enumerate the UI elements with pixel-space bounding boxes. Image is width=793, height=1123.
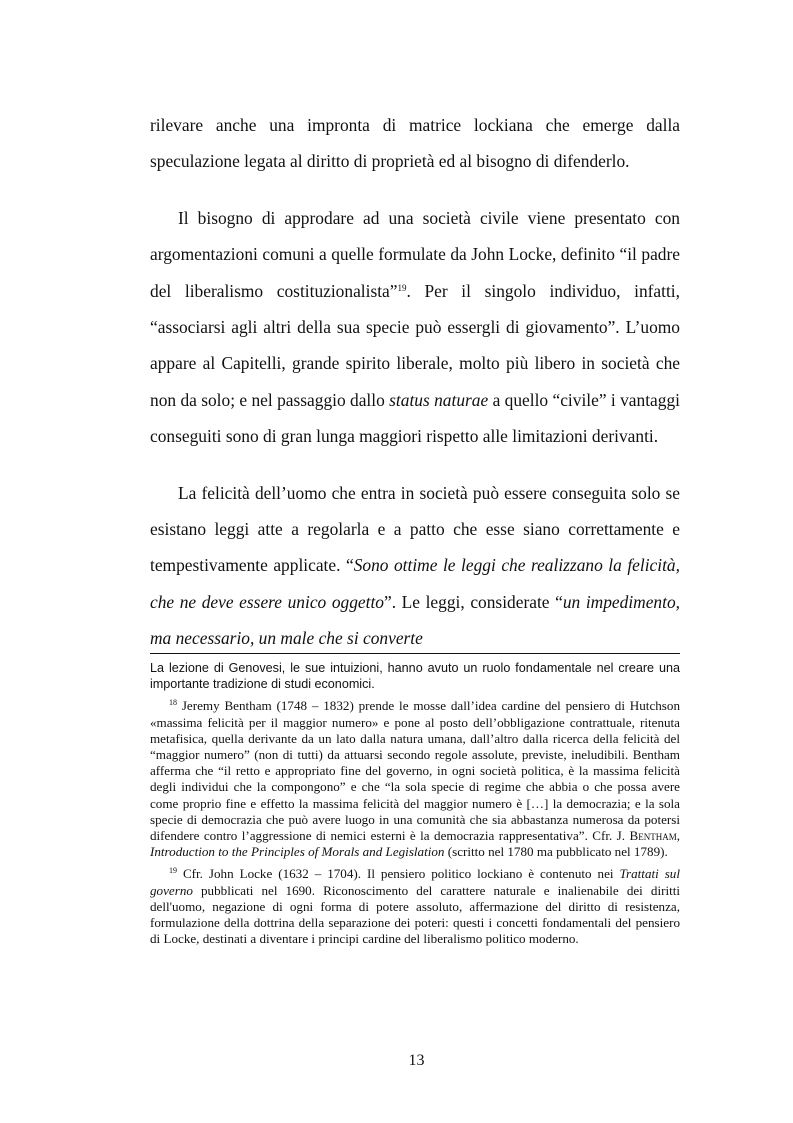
footnote-separator [150,653,680,654]
footnotes [150,660,680,947]
footnote-19-number: 19 [169,866,177,876]
paragraph-2-text-b: . Per il singolo individuo, infatti, “associarsi agli altri della sua specie può essergli di giovamento”. L’uomo appare al Capitelli, grande spirito liberale, molto più libero in società che non da solo; e nel passaggio dallo [150,280,680,410]
footnote-19-text-b: pubblicati nel 1690. Riconoscimento del carattere naturale e inalienabile dei diritti dell'uomo, negazione di ogni forma di potere assoluto, affermazione del diritto di resistenza, formulazione della dottrina della separazione dei poteri: questi i concetti fondamentali del pensiero di Locke, destinati a diventare i principi cardine del liberalismo politico moderno. [150,882,680,947]
paragraph-3-text-a: La felicità dell’uomo che entra in società può essere conseguita solo se esistano leggi atte a regolarla e a patto che esse siano correttamente e tempestivamente applicate. “ [150,482,680,576]
footnote-18 [150,698,680,860]
footnote-18-author: Bentham [629,828,677,844]
paragraph-1: rilevare anche una impronta di matrice lockiana che emerge dalla speculazione legata al diritto di proprietà ed al bisogno di difenderlo. [150,115,680,172]
paragraph-2-text-c: a quello “civile” i vantaggi conseguiti sono di gran lunga maggiori rispetto alle limitazioni derivanti. [150,389,680,446]
page-number: 13 [408,1052,425,1069]
footnote-18-text-a: Jeremy Bentham (1748 – 1832) prende le mosse dall’idea cardine del pensiero di Hutchson «massima felicità per il maggior numero» e pone al posto dell’obbligazione contrattuale, ritenuta metafisica, quella derivante da un lato dalla natura umana, dall’altro dalla ricerca della felicità del “maggior numero” (non di tutti) da attuarsi secondo regole assolute, previste, ineludibili. Bentham afferma che “il retto e appropriato fine del governo, in ogni società politica, è la massima felicità degli individui che la compongono” e che “la sola specie di regime che abbia o che possa avere come proprio fine e effetto la massima felicità del maggior numero è […] la democrazia; e la sola specie di democrazia che può avere luogo in una comunità che sia abbastanza numerosa da potersi difendere contro l’aggressione di nemici esterni è la democrazia rappresentativa”. Cfr. J. [150,698,680,844]
footnote-19 [150,866,680,947]
paragraph-3-italic-1: Sono ottime le leggi che realizzano la felicità, che ne deve essere unico oggetto [150,555,680,612]
paragraph-2-italic: status naturae [389,389,489,410]
paragraph-2-text-a: Il bisogno di approdare ad una società civile viene presentato con argomentazioni comuni a quelle formulate da John Locke, definito “il padre del liberalismo costituzionalista” [150,208,680,301]
paragraph-3-text-b: ”. Le leggi, considerate “ [384,591,563,612]
footnote-18-title: Introduction to the Principles of Morals and Legislation [150,844,445,860]
footnote-continued: La lezione di Genovesi, le sue intuizioni, hanno avuto un ruolo fondamentale nel creare una importante tradizione di studi economici. [150,661,680,692]
paragraph-3 [150,475,680,656]
footnote-ref-19: 19 [397,282,407,293]
main-text [150,107,680,656]
footnote-18-number: 18 [169,698,177,708]
paragraph-2 [150,200,680,454]
footnote-19-text-a: Cfr. John Locke (1632 – 1704). Il pensiero politico lockiano è contenuto nei [177,866,620,882]
footnote-19-title: Trattati sul governo [150,866,680,898]
footnote-18-text-b: , [676,828,680,844]
paragraph-3-italic-2: un impedimento, ma necessario, un male che si converte [150,591,680,648]
footnote-18-text-c: (scritto nel 1780 ma pubblicato nel 1789). [444,844,668,860]
